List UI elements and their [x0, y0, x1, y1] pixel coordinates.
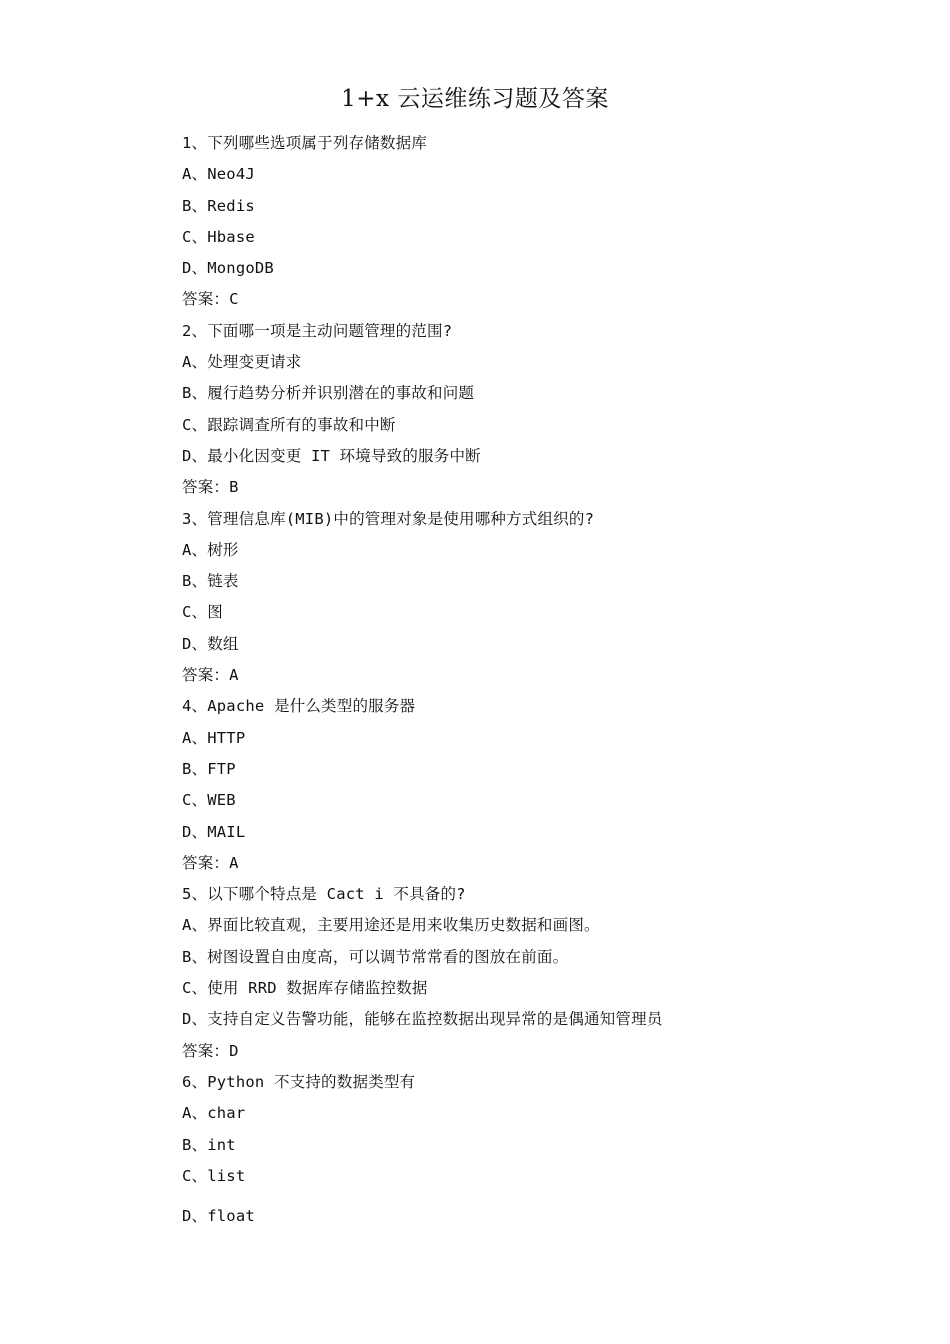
option-b: B、int [182, 1135, 236, 1154]
question-list [182, 128, 862, 1232]
option-d: D、数组 [182, 634, 239, 653]
option-a: A、Neo4J [182, 165, 255, 184]
answer: 答案：A [182, 666, 239, 685]
option-a: A、char [182, 1104, 246, 1123]
option-b: B、树图设置自由度高，可以调节常常看的图放在前面。 [182, 947, 569, 966]
question-stem: 6、Python 不支持的数据类型有 [182, 1072, 416, 1091]
question-stem: 5、以下哪个特点是 Cact i 不具备的? [182, 885, 466, 904]
option-c: C、跟踪调查所有的事故和中断 [182, 415, 396, 434]
document-title: 1+x 云运维练习题及答案 [341, 86, 609, 112]
option-b: B、链表 [182, 572, 239, 591]
answer: 答案：A [182, 853, 239, 872]
option-d: D、float [182, 1207, 255, 1226]
option-c: C、Hbase [182, 227, 255, 246]
answer: 答案：D [182, 1041, 239, 1060]
answer: 答案：B [182, 478, 239, 497]
option-d: D、最小化因变更 IT 环境导致的服务中断 [182, 446, 481, 465]
option-c: C、list [182, 1166, 246, 1185]
option-d: D、MongoDB [182, 259, 274, 278]
question-stem: 3、管理信息库(MIB)中的管理对象是使用哪种方式组织的? [182, 509, 595, 528]
answer: 答案：C [182, 290, 239, 309]
option-a: A、处理变更请求 [182, 353, 302, 372]
option-a: A、树形 [182, 540, 239, 559]
option-c: C、使用 RRD 数据库存储监控数据 [182, 979, 428, 998]
option-d: D、支持自定义告警功能，能够在监控数据出现异常的是偶通知管理员 [182, 1010, 663, 1029]
option-c: C、图 [182, 603, 223, 622]
option-a: A、界面比较直观，主要用途还是用来收集历史数据和画图。 [182, 916, 600, 935]
option-b: B、Redis [182, 196, 255, 215]
question-stem: 2、下面哪一项是主动问题管理的范围? [182, 321, 453, 340]
option-d: D、MAIL [182, 822, 246, 841]
option-c: C、WEB [182, 791, 236, 810]
option-b: B、履行趋势分析并识别潜在的事故和问题 [182, 384, 475, 403]
question-stem: 4、Apache 是什么类型的服务器 [182, 697, 416, 716]
option-a: A、HTTP [182, 728, 246, 747]
option-b: B、FTP [182, 759, 236, 778]
question-stem: 1、下列哪些选项属于列存储数据库 [182, 134, 428, 152]
